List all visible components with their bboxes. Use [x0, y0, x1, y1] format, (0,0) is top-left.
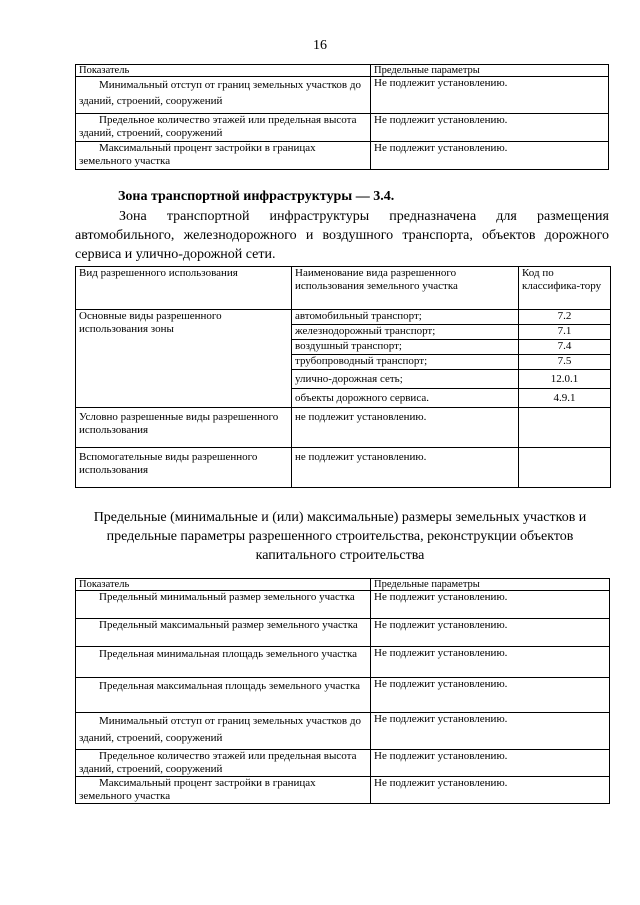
use-name: железнодорожный транспорт; — [292, 325, 519, 340]
header-code: Код по классифика-тору — [519, 267, 611, 310]
header-indicator: Показатель — [76, 579, 371, 591]
table-row — [76, 713, 610, 750]
row-value: Не подлежит установлению. — [371, 678, 610, 713]
row-value: Не подлежит установлению. — [371, 713, 610, 750]
row-label: Предельное количество этажей или предельная высота зданий, строений, сооружений — [76, 114, 371, 142]
use-code: 7.4 — [519, 340, 611, 355]
row-label: Предельный максимальный размер земельного участка — [76, 619, 371, 647]
use-code: 4.9.1 — [519, 389, 611, 408]
row-value: Не подлежит установлению. — [371, 591, 610, 619]
conditional-uses-value: не подлежит установлению. — [292, 408, 519, 448]
main-uses-label: Основные виды разрешенного использования зоны — [76, 310, 292, 408]
use-code: 7.5 — [519, 355, 611, 370]
row-label: Максимальный процент застройки в границах земельного участка — [76, 142, 371, 170]
header-parameters: Предельные параметры — [371, 579, 610, 591]
use-code: 7.1 — [519, 325, 611, 340]
table-row — [76, 142, 609, 170]
table-row — [76, 408, 611, 448]
zone-heading: Зона транспортной инфраструктуры — 3.4. — [118, 189, 395, 204]
permitted-use-table — [75, 266, 611, 488]
row-value: Не подлежит установлению. — [371, 777, 610, 804]
row-label: Минимальный отступ от границ земельных участков до зданий, строений, сооружений — [76, 713, 371, 750]
table-row — [76, 647, 610, 678]
row-label: Предельное количество этажей или предельная высота зданий, строений, сооружений — [76, 750, 371, 777]
use-code: 12.0.1 — [519, 370, 611, 389]
row-label: Предельный минимальный размер земельного участка — [76, 591, 371, 619]
row-value: Не подлежит установлению. — [371, 647, 610, 678]
header-use-name: Наименование вида разрешенного использования земельного участка — [292, 267, 519, 310]
table-row — [76, 591, 610, 619]
row-label: Предельная максимальная площадь земельного участка — [76, 678, 371, 713]
table-row — [76, 77, 609, 114]
table-header-row — [76, 65, 609, 77]
use-name: воздушный транспорт; — [292, 340, 519, 355]
table-row — [76, 750, 610, 777]
auxiliary-uses-code — [519, 448, 611, 488]
row-value: Не подлежит установлению. — [371, 114, 609, 142]
table-row — [76, 777, 610, 804]
table-row — [76, 678, 610, 713]
use-name: трубопроводный транспорт; — [292, 355, 519, 370]
header-indicator: Показатель — [76, 65, 371, 77]
row-label: Максимальный процент застройки в границах земельного участка — [76, 777, 371, 804]
table-header-row — [76, 579, 610, 591]
row-value: Не подлежит установлению. — [371, 142, 609, 170]
limits-table-bottom — [75, 578, 610, 804]
zone-description — [75, 207, 609, 264]
row-value: Не подлежит установлению. — [371, 619, 610, 647]
limits-table-top — [75, 64, 609, 170]
conditional-uses-code — [519, 408, 611, 448]
auxiliary-uses-value: не подлежит установлению. — [292, 448, 519, 488]
table-header-row — [76, 267, 611, 310]
row-value: Не подлежит установлению. — [371, 77, 609, 114]
limits-heading: Предельные (минимальные и (или) максимальные) размеры земельных участков и предельные параметры разрешенного строительства, реконструкции объектов капитального строительства — [93, 510, 587, 563]
table-row — [76, 448, 611, 488]
use-name: объекты дорожного сервиса. — [292, 389, 519, 408]
header-use-kind: Вид разрешенного использования — [76, 267, 292, 310]
use-code: 7.2 — [519, 310, 611, 325]
table-row — [76, 114, 609, 142]
header-parameters: Предельные параметры — [371, 65, 609, 77]
auxiliary-uses-label: Вспомогательные виды разрешенного использования — [76, 448, 292, 488]
use-name: автомобильный транспорт; — [292, 310, 519, 325]
page-number: 16 — [313, 38, 327, 53]
use-name: улично-дорожная сеть; — [292, 370, 519, 389]
zone-description-text: Зона транспортной инфраструктуры предназначена для размещения автомобильного, железнодорожного и воздушного транспорта, объектов дорожного сервиса и улично-дорожной сети. — [75, 209, 609, 262]
row-label: Предельная минимальная площадь земельного участка — [76, 647, 371, 678]
conditional-uses-label: Условно разрешенные виды разрешенного использования — [76, 408, 292, 448]
table-row — [76, 619, 610, 647]
row-label: Минимальный отступ от границ земельных участков до зданий, строений, сооружений — [76, 77, 371, 114]
table-row — [76, 310, 611, 325]
row-value: Не подлежит установлению. — [371, 750, 610, 777]
